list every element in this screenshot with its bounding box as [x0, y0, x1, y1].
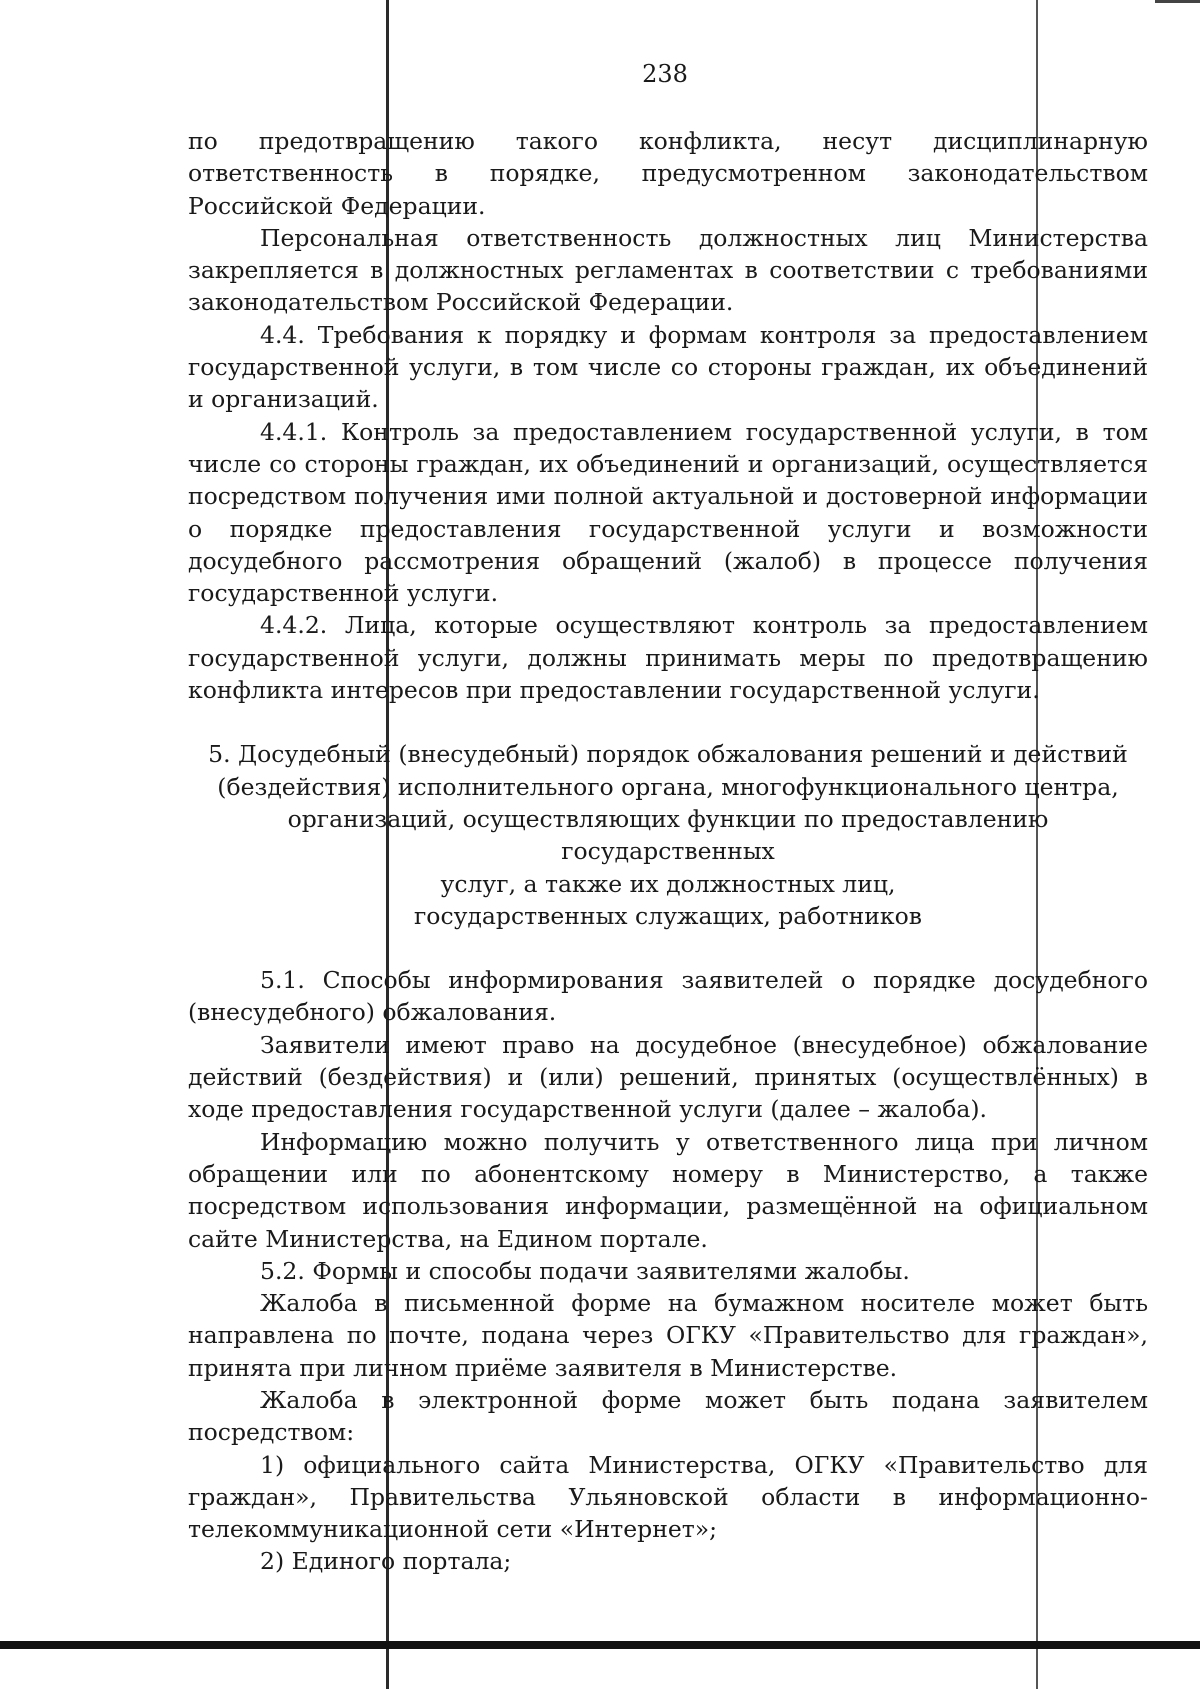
paragraph: Заявители имеют право на досудебное (внесудебное) обжалование действий (бездействия) и (или) решений, принятых (осуществлённых) в ходе предоставления государственной услуги (далее – жалоба).: [188, 1030, 1148, 1124]
paragraph: 5.2. Формы и способы подачи заявителями жалобы.: [260, 1256, 910, 1285]
paragraph: Персональная ответственность должностных лиц Министерства закрепляется в должностных регламентах в соответствии с требованиями законодательством Российской Федерации.: [188, 223, 1148, 317]
heading-line: (бездействия) исполнительного органа, многофункционального центра,: [217, 772, 1119, 801]
heading-line: государственных служащих, работников: [413, 901, 922, 930]
paragraph: 1) официального сайта Министерства, ОГКУ «Правительство для граждан», Правительства Ульяновской области в информационно-телекоммуникационной сети «Интернет»;: [188, 1450, 1148, 1544]
heading-line: организаций, осуществляющих функции по предоставлению государственных: [287, 804, 1049, 866]
paragraphs-section-4: [188, 125, 1148, 706]
scan-edge-top-right: [1155, 0, 1200, 3]
paragraph: 4.4.1. Контроль за предоставлением государственной услуги, в том числе со стороны граждан, их объединений и организаций, осуществляется посредством получения ими полной актуальной и достоверной информации о порядке предоставления государственной услуги и возможности досудебного рассмотрения обращений (жалоб) в процессе получения государственной услуги.: [188, 417, 1148, 608]
paragraph: 2) Единого портала;: [260, 1547, 512, 1576]
scan-bottom-edge: [0, 1641, 1200, 1649]
paragraph: Жалоба в электронной форме может быть подана заявителем посредством:: [188, 1385, 1148, 1447]
page-number: 238: [642, 60, 688, 88]
heading-line: услуг, а также их должностных лиц,: [440, 869, 896, 898]
paragraph: Жалоба в письменной форме на бумажном носителе может быть направлена по почте, подана через ОГКУ «Правительство для граждан», принята при личном приёме заявителя в Министерстве.: [188, 1289, 1148, 1382]
paragraph: 4.4.2. Лица, которые осуществляют контроль за предоставлением государственной услуги, должны принимать меры по предотвращению конфликта интересов при предоставлении государственной услуги.: [188, 611, 1148, 705]
paragraph: Информацию можно получить у ответственного лица при личном обращении или по абонентскому номеру в Министерство, а также посредством использования информации, размещённой на официальном сайте Министерства, на Едином портале.: [188, 1127, 1148, 1253]
document-body: [188, 125, 1148, 1578]
paragraph: по предотвращению такого конфликта, несут дисциплинарную ответственность в порядке, предусмотренном законодательством Российской Федерации.: [188, 127, 1148, 220]
paragraph: 5.1. Способы информирования заявителей о порядке досудебного (внесудебного) обжалования.: [188, 966, 1148, 1027]
heading-line: 5. Досудебный (внесудебный) порядок обжалования решений и действий: [208, 740, 1128, 769]
section-5-heading: [188, 738, 1148, 932]
paragraph: 4.4. Требования к порядку и формам контроля за предоставлением государственной услуги, в том числе со стороны граждан, их объединений и организаций.: [188, 320, 1148, 414]
paragraphs-section-5: [188, 964, 1148, 1578]
